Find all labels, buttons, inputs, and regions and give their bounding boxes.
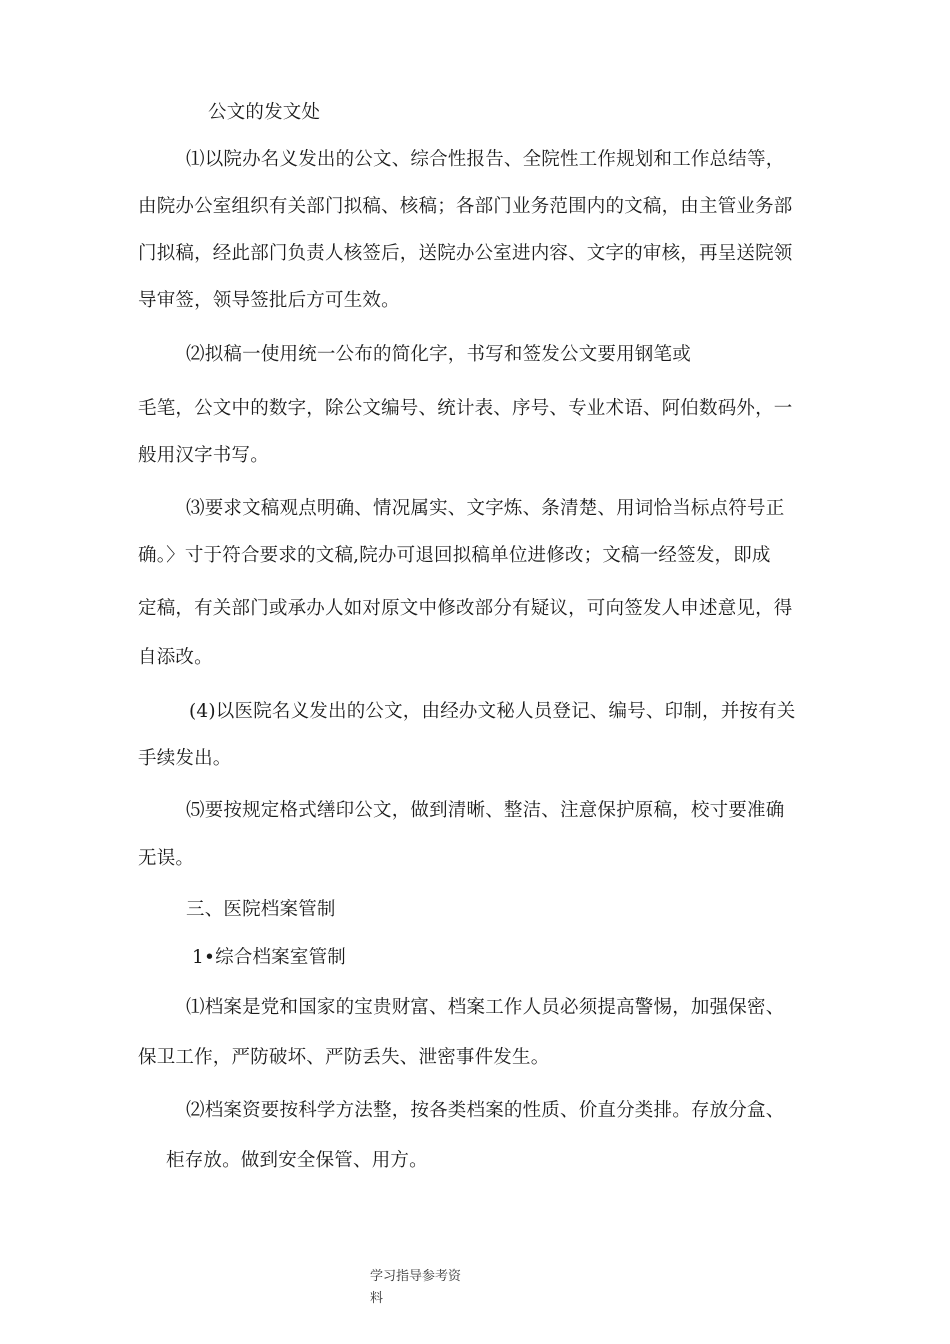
page-footer: [370, 1266, 490, 1310]
section-heading: 公文的发文处: [208, 102, 321, 123]
paragraph-line: 无误。: [138, 848, 195, 869]
paragraph-line: ⑵拟稿一使用统一公布的简化字，书写和签发公文要用钢笔或: [186, 344, 691, 365]
paragraph-line: 定稿，有关部门或承办人如对原文中修改部分有疑议，可向签发人申述意见，得: [138, 598, 793, 619]
paragraph-line: ⑴以院办名义发出的公文、综合性报告、全院性工作规划和工作总结等，: [186, 149, 785, 170]
paragraph-line: 确。〉寸于符合要求的文稿,院办可退回拟稿单位进修改；文稿一经签发，即成: [138, 545, 771, 566]
subsection-heading: 1•综合档案室管制: [192, 947, 346, 968]
paragraph-line: ⑶要求文稿观点明确、情况属实、文字炼、条清楚、用词恰当标点符号正: [186, 498, 785, 519]
paragraph-line: 自添改。: [138, 647, 213, 668]
footer-line: 料: [370, 1291, 384, 1306]
paragraph-line: 由院办公室组织有关部门拟稿、核稿；各部门业务范围内的文稿，由主管业务部: [138, 196, 793, 217]
paragraph-line: 门拟稿，经此部门负责人核签后，送院办公室进内容、文字的审核，再呈送院领: [138, 243, 793, 264]
paragraph-line: ⑴档案是党和国家的宝贵财富、档案工作人员必须提高警惕，加强保密、: [186, 997, 785, 1018]
paragraph-line: 手续发出。: [138, 748, 232, 769]
paragraph-line: 保卫工作，严防破坏、严防丢失、泄密事件发生。: [138, 1047, 550, 1068]
paragraph-line: ⑸要按规定格式缮印公文，做到清晰、整洁、注意保护原稿，校寸要准确: [186, 800, 785, 821]
paragraph-line: 般用汉字书写。: [138, 445, 269, 466]
paragraph-line: 毛笔，公文中的数字，除公文编号、统计表、序号、专业术语、阿伯数码外，一: [138, 398, 793, 419]
paragraph-line: ⑵档案资要按科学方法整，按各类档案的性质、价直分类排。存放分盒、: [186, 1100, 785, 1121]
paragraph-line: (4)以医院名义发出的公文，由经办文秘人员登记、编号、印制，并按有关: [189, 701, 796, 722]
paragraph-line: 柜存放。做到安全保管、用方。: [166, 1150, 428, 1171]
paragraph-line: 导审签，领导签批后方可生效。: [138, 290, 400, 311]
footer-line: 学习指导参考资: [370, 1269, 462, 1284]
section-heading: 三、医院档案管制: [186, 899, 336, 920]
